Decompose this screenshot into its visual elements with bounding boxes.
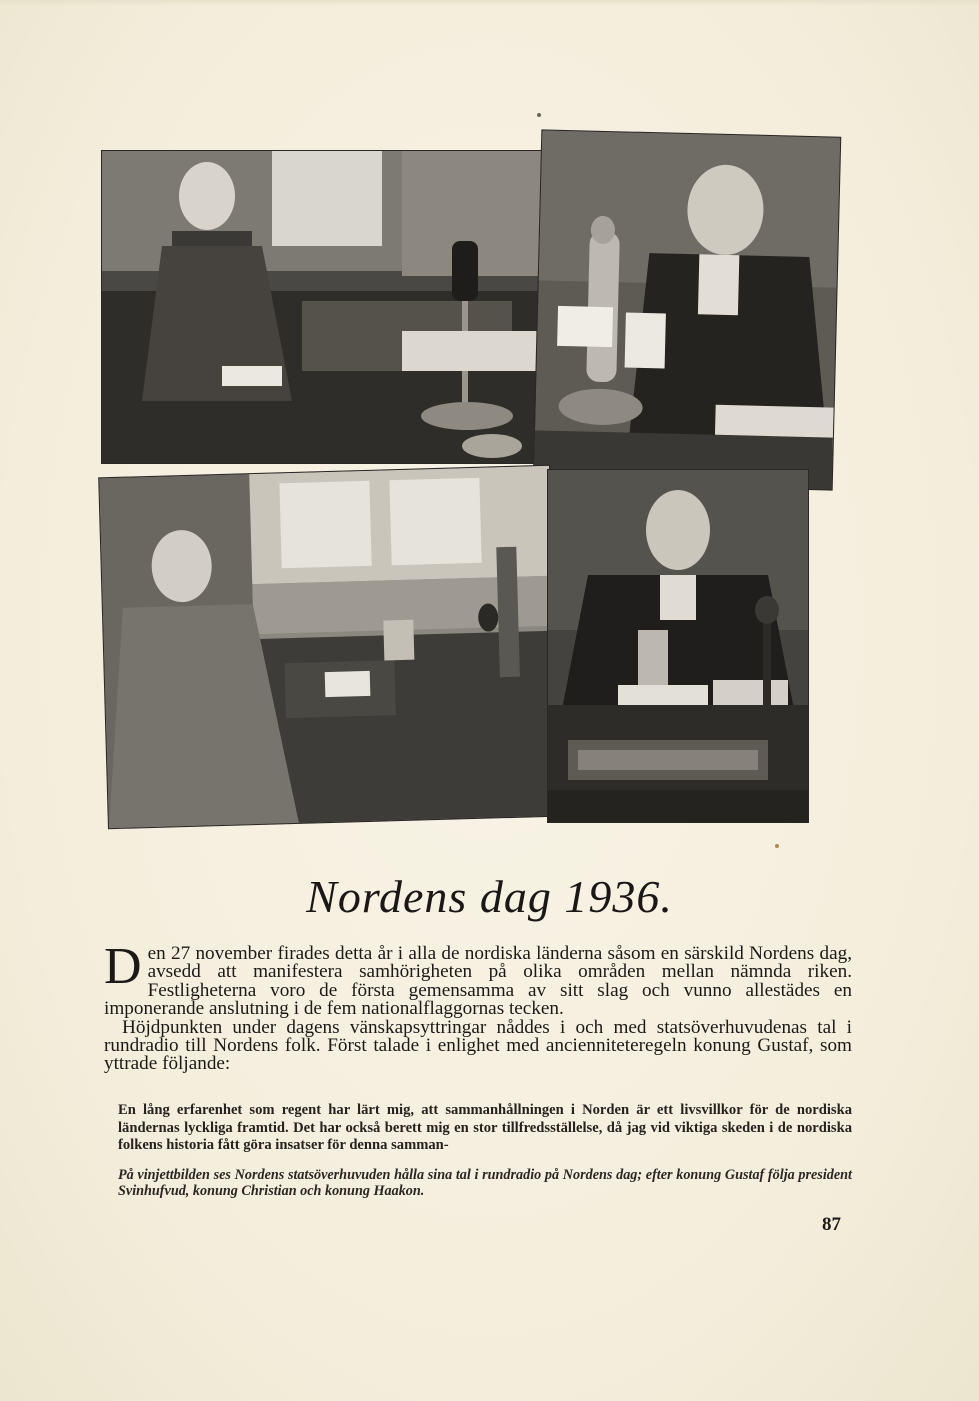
- speck: [775, 844, 779, 848]
- paragraph-1-text: en 27 november firades detta år i alla de nordiska länderna såsom en särskild Nordens dag, avsedd att manifestera samhörigheten på olika områden mellan nämnda riken. Festligheterna voro de första gemensamma av sitt slag och vunno allestädes en imponerande anslutning i de fem nationalflaggornas tecken.: [104, 943, 852, 1020]
- page-number: 87: [822, 1214, 841, 1235]
- drop-cap: D: [104, 938, 142, 995]
- photo-caption: På vinjettbilden ses Nordens statsöverhuvuden hålla sina tal i rundradio på Nordens dag; efter konung Gustaf följa president Svinhufvud, konung Christian och konung Haakon.: [118, 1167, 852, 1199]
- paragraph-2: Höjdpunkten under dagens vänskapsyttringar nåddes i och med statsöverhuvudenas tal i rundradio till Nordens folk. Först talade i enlighet med ancienniteteregeln konung Gustaf, som yttrade följande:: [104, 1016, 852, 1075]
- royal-speech-quote: En lång erfarenhet som regent har lärt mig, att sammanhållningen i Norden är ett livsvillkor för de nordiska ländernas lyckliga framtid. Det har också berett mig en stor tillfredsställelse, då jag vid viktiga skeden i de nordiska folkens historia fått göra insatser för denna samman-: [118, 1102, 852, 1153]
- photo-konung-haakon: [548, 470, 808, 822]
- photo-president-svinhufvud: [534, 130, 841, 489]
- photo-konung-christian: [99, 466, 559, 828]
- article-title: Nordens dag 1936.: [306, 871, 673, 922]
- article-body: [104, 938, 852, 1075]
- paper-edge: [0, 0, 979, 6]
- speck: [537, 113, 541, 117]
- photo-konung-gustaf: [102, 151, 556, 463]
- paragraph-1: [104, 938, 852, 1020]
